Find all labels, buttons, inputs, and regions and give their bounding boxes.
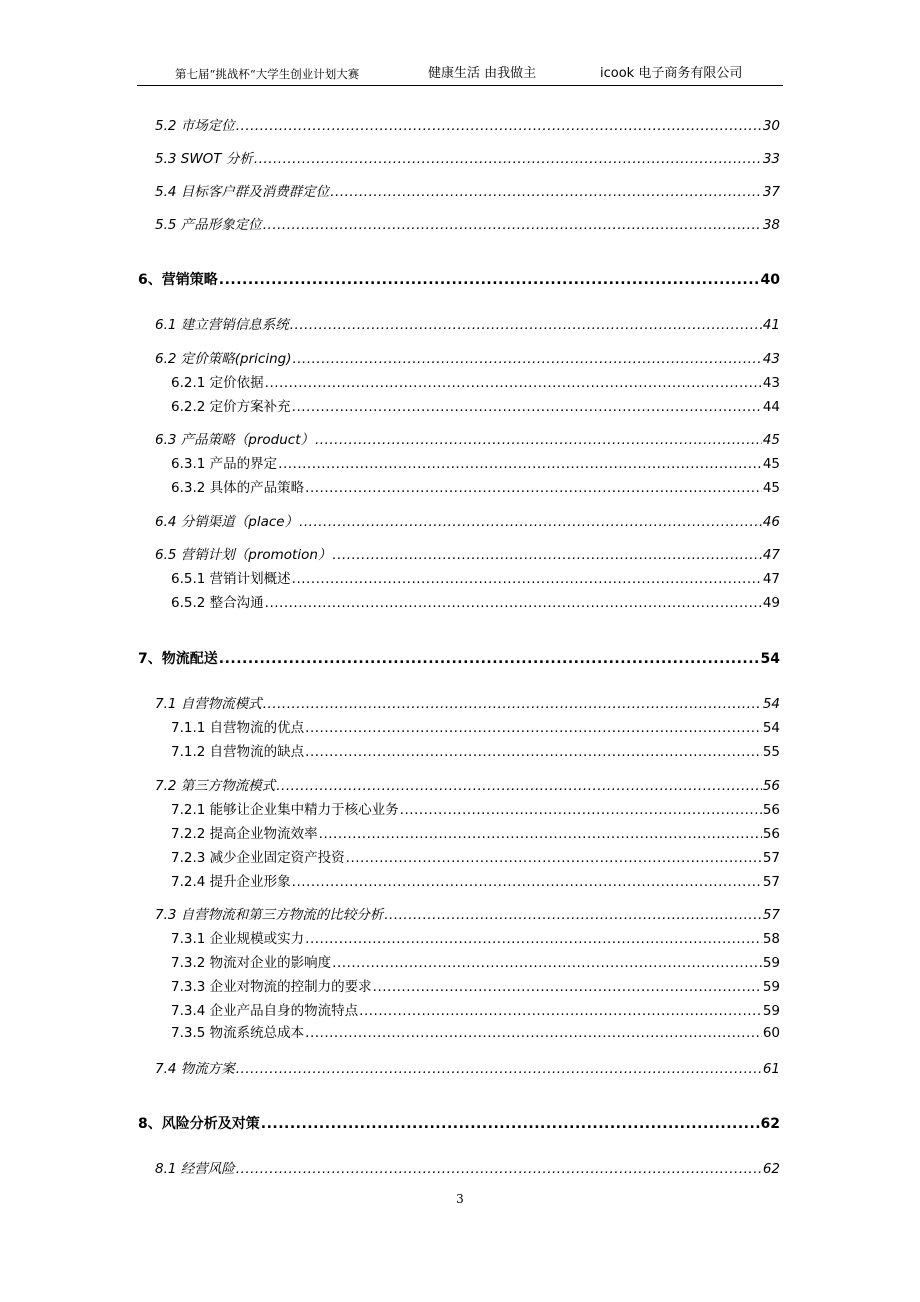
dot-leader — [263, 696, 762, 712]
toc-entry-title: 7.3 自营物流和第三方物流的比较分析 — [155, 907, 384, 923]
toc-entry-page: 30 — [762, 118, 780, 134]
toc-entry[interactable] — [138, 1113, 780, 1133]
dot-leader — [305, 720, 762, 736]
toc-entry[interactable] — [155, 543, 780, 563]
toc-entry-page: 60 — [762, 1025, 780, 1041]
toc-entry-title: 6.2.2 定价方案补充 — [171, 399, 291, 415]
dot-leader — [265, 375, 762, 391]
toc-entry[interactable] — [171, 951, 780, 971]
dot-leader — [219, 272, 760, 288]
toc-entry-title: 7.1.1 自营物流的优点 — [171, 720, 305, 736]
toc-entry[interactable] — [155, 903, 780, 923]
toc-entry[interactable] — [171, 1021, 780, 1041]
header-company: icook 电子商务有限公司 — [600, 66, 743, 81]
toc-entry-page: 59 — [762, 955, 780, 971]
toc-entry[interactable] — [155, 1157, 780, 1177]
toc-entry-title: 6.3 产品策略（product） — [155, 432, 314, 448]
toc-entry-page: 47 — [762, 547, 780, 563]
toc-entry-title: 5.2 市场定位 — [155, 118, 235, 134]
toc-entry-title: 物流配送 — [161, 651, 218, 667]
toc-entry[interactable] — [155, 510, 780, 530]
toc-entry-title: 7.2.3 减少企业固定资产投资 — [171, 850, 345, 866]
toc-entry[interactable] — [138, 648, 780, 668]
toc-entry-title: 营销策略 — [161, 272, 218, 288]
toc-entry-title: 6.5 营销计划（promotion） — [155, 547, 332, 563]
toc-entry-page: 44 — [762, 399, 780, 415]
dot-leader — [236, 1161, 762, 1177]
dot-leader — [319, 826, 762, 842]
toc-chapter-number: 7、 — [138, 651, 162, 667]
toc-entry-page: 38 — [762, 217, 780, 233]
toc-entry-page: 47 — [762, 571, 780, 587]
toc-entry[interactable] — [171, 591, 780, 611]
dot-leader — [292, 874, 762, 890]
header-competition: 第七届“挑战杯“大学生创业计划大赛 — [175, 67, 360, 81]
toc-entry-title: 6.5.1 营销计划概述 — [171, 571, 291, 587]
toc-entry-title: 7.3.2 物流对企业的影响度 — [171, 955, 332, 971]
dot-leader — [236, 1061, 762, 1077]
dot-leader — [236, 118, 762, 134]
dot-leader — [292, 351, 761, 367]
toc-entry[interactable] — [171, 567, 780, 587]
toc-entry-title: 6.2 定价策略(pricing) — [155, 351, 292, 367]
toc-entry[interactable] — [155, 1057, 780, 1077]
toc-entry-title: 5.4 目标客户群及消费群定位 — [155, 184, 330, 200]
toc-entry-page: 57 — [762, 850, 780, 866]
dot-leader — [305, 480, 762, 496]
dot-leader — [265, 595, 762, 611]
toc-entry-page: 62 — [762, 1161, 780, 1177]
toc-entry-page: 56 — [762, 826, 780, 842]
dot-leader — [332, 955, 762, 971]
page-number: 3 — [456, 1192, 464, 1206]
toc-entry-page: 43 — [762, 375, 780, 391]
dot-leader — [305, 931, 762, 947]
dot-leader — [261, 1116, 760, 1132]
toc-entry-title: 6.4 分销渠道（place） — [155, 514, 299, 530]
toc-entry-title: 8.1 经营风险 — [155, 1161, 235, 1177]
toc-entry-title: 7.2.2 提高企业物流效率 — [171, 826, 318, 842]
toc-entry-page: 33 — [762, 151, 780, 167]
toc-chapter-number: 8、 — [138, 1116, 162, 1132]
toc-entry-page: 45 — [762, 480, 780, 496]
toc-entry[interactable] — [155, 147, 780, 167]
dot-leader — [346, 850, 762, 866]
toc-entry[interactable] — [171, 999, 780, 1019]
dot-leader — [330, 184, 762, 200]
toc-entry-page: 61 — [762, 1061, 780, 1077]
dot-leader — [384, 907, 762, 923]
toc-entry[interactable] — [155, 428, 780, 448]
toc-entry[interactable] — [171, 716, 780, 736]
dot-leader — [292, 571, 762, 587]
toc-entry-page: 54 — [762, 696, 780, 712]
toc-entry-page: 43 — [762, 351, 780, 367]
dot-leader — [373, 979, 762, 995]
dot-leader — [254, 151, 762, 167]
toc-entry[interactable] — [155, 774, 780, 794]
toc-entry-page: 55 — [762, 744, 780, 760]
toc-entry-title: 7.2.4 提升企业形象 — [171, 874, 291, 890]
header-slogan: 健康生活 由我做主 — [428, 66, 537, 81]
toc-entry-title: 7.3.4 企业产品自身的物流特点 — [171, 1003, 359, 1019]
dot-leader — [299, 514, 762, 530]
toc-entry[interactable] — [155, 347, 780, 367]
toc-entry-page: 57 — [762, 907, 780, 923]
toc-entry-title: 7.2 第三方物流模式 — [155, 778, 276, 794]
toc-entry[interactable] — [171, 975, 780, 995]
toc-entry[interactable] — [171, 476, 780, 496]
toc-entry[interactable] — [171, 740, 780, 760]
toc-entry-page: 62 — [760, 1116, 780, 1132]
toc-entry-page: 58 — [762, 931, 780, 947]
dot-leader — [332, 547, 761, 563]
toc-entry[interactable] — [138, 269, 780, 289]
toc-entry[interactable] — [155, 180, 780, 200]
toc-entry[interactable] — [171, 870, 780, 890]
toc-entry[interactable] — [171, 846, 780, 866]
toc-entry-page: 40 — [760, 272, 780, 288]
toc-entry-title: 5.5 产品形象定位 — [155, 217, 262, 233]
toc-entry-title: 7.1 自营物流模式 — [155, 696, 262, 712]
toc-entry-page: 56 — [762, 778, 780, 794]
toc-entry-title: 6.3.2 具体的产品策略 — [171, 480, 305, 496]
dot-leader — [305, 1025, 762, 1041]
dot-leader — [290, 317, 762, 333]
toc-entry-page: 54 — [762, 720, 780, 736]
toc-entry[interactable] — [155, 114, 780, 134]
toc-entry-title: 7.1.2 自营物流的缺点 — [171, 744, 305, 760]
dot-leader — [315, 432, 762, 448]
dot-leader — [278, 456, 762, 472]
dot-leader — [400, 802, 762, 818]
toc-entry-page: 54 — [760, 651, 780, 667]
toc-entry[interactable] — [155, 313, 780, 333]
toc-entry-page: 46 — [762, 514, 780, 530]
toc-entry-page: 59 — [762, 979, 780, 995]
toc-entry-page: 41 — [762, 317, 780, 333]
toc-entry[interactable] — [171, 798, 780, 818]
toc-entry-page: 57 — [762, 874, 780, 890]
toc-entry-title: 7.3.3 企业对物流的控制力的要求 — [171, 979, 372, 995]
toc-entry-title: 5.3 SWOT 分析 — [155, 151, 253, 167]
toc-entry-title: 6.5.2 整合沟通 — [171, 595, 264, 611]
toc-entry-title: 7.3.1 企业规模或实力 — [171, 931, 305, 947]
dot-leader — [305, 744, 762, 760]
dot-leader — [292, 399, 762, 415]
toc-entry-title: 6.2.1 定价依据 — [171, 375, 264, 391]
dot-leader — [219, 651, 760, 667]
toc-entry[interactable] — [171, 822, 780, 842]
toc-entry[interactable] — [171, 452, 780, 472]
dot-leader — [359, 1003, 762, 1019]
dot-leader — [263, 217, 762, 233]
toc-entry-title: 风险分析及对策 — [161, 1116, 260, 1132]
toc-entry-page: 56 — [762, 802, 780, 818]
toc-entry-title: 6.3.1 产品的界定 — [171, 456, 278, 472]
toc-entry-title: 7.3.5 物流系统总成本 — [171, 1025, 305, 1041]
toc-entry-title: 7.2.1 能够让企业集中精力于核心业务 — [171, 802, 399, 818]
toc-entry[interactable] — [155, 213, 780, 233]
toc-entry-page: 45 — [762, 456, 780, 472]
toc-entry[interactable] — [155, 692, 780, 712]
toc-entry-title: 7.4 物流方案 — [155, 1061, 235, 1077]
toc-entry-title: 6.1 建立营销信息系统 — [155, 317, 289, 333]
toc-chapter-number: 6、 — [138, 272, 162, 288]
toc-entry-page: 45 — [762, 432, 780, 448]
toc-entry-page: 59 — [762, 1003, 780, 1019]
toc-entry[interactable] — [171, 927, 780, 947]
dot-leader — [276, 778, 762, 794]
toc-entry-page: 37 — [762, 184, 780, 200]
toc-entry[interactable] — [171, 395, 780, 415]
toc-entry-page: 49 — [762, 595, 780, 611]
toc-entry[interactable] — [171, 371, 780, 391]
